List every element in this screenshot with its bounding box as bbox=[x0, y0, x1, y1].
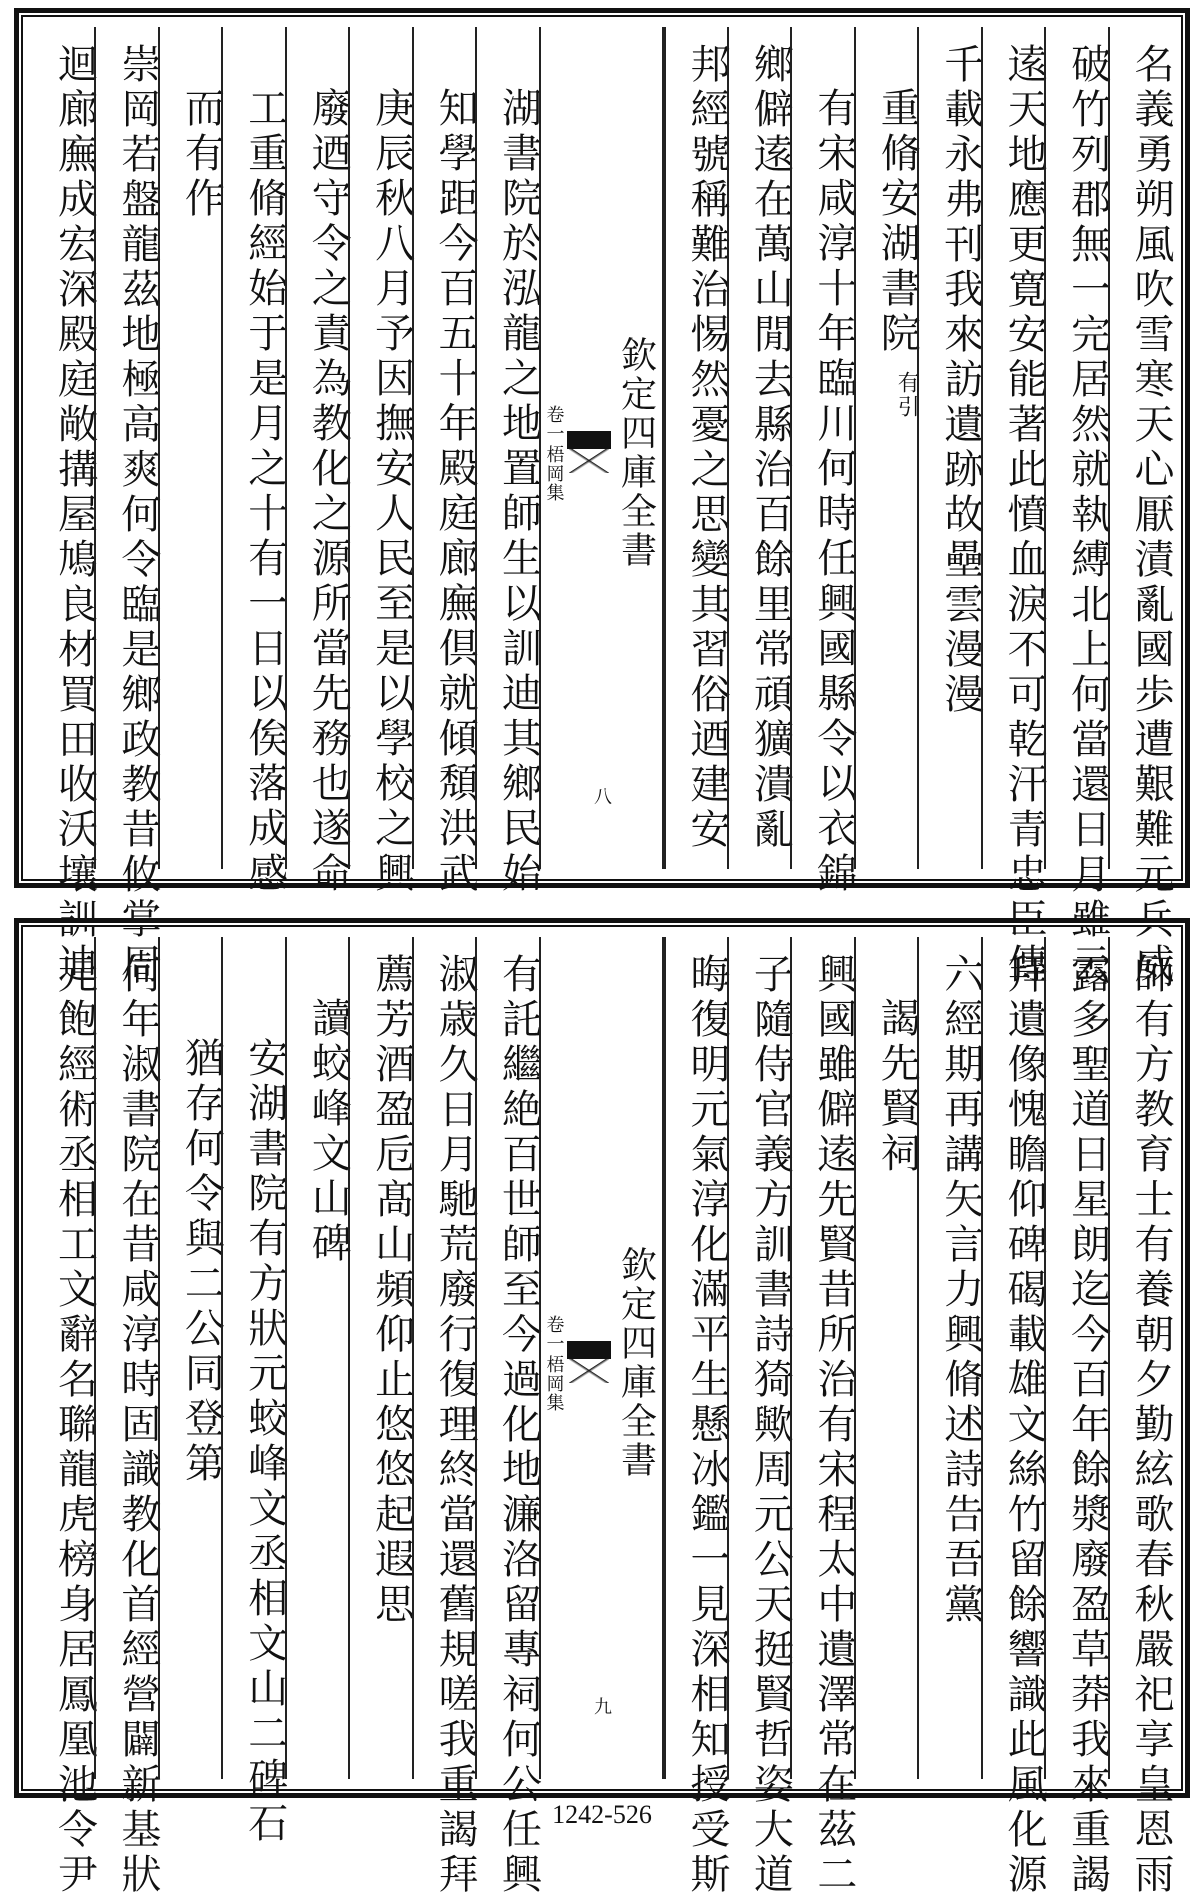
fish-tail-mark-icon bbox=[567, 431, 611, 475]
text-column: 興國雖僻逺先賢昔所治有宋程太中遺澤常在茲二 bbox=[790, 937, 853, 1779]
text-column: 安湖書院有方狀元蛟峰文丞相文山二碑石 bbox=[221, 937, 284, 1779]
leaf-number: 九 bbox=[591, 1697, 612, 1715]
text-column: 千載永弗刊我來訪遺跡故壘雲漫漫 bbox=[917, 27, 980, 869]
text-column: 破竹列郡無一完居然就執縛北上何當還日月雖云 bbox=[1044, 27, 1107, 869]
text-column: 廢迺守令之責為教化之源所當先務也遂命 bbox=[285, 27, 348, 869]
text-column: 庚辰秋八月予因撫安人民至是以學校之興 bbox=[348, 27, 411, 869]
text-column: 名義勇朔風吹雪寒天心厭漬亂國歩遭艱難元兵威 bbox=[1108, 27, 1171, 869]
text-column: 子隨侍官義方訓書詩猗歟周元公天挺賢哲姿大道 bbox=[727, 937, 790, 1779]
section-heading: 讀蛟峰文山碑 bbox=[285, 937, 348, 1779]
text-column: 鄉僻逺在萬山閒去縣治百餘里常頑獷潰亂 bbox=[727, 27, 790, 869]
section-heading: 重脩安湖書院 有引 bbox=[854, 27, 917, 869]
volume-label: 梧岡集 卷一 bbox=[543, 1314, 565, 1412]
text-column: 逺天地應更寛安能著此憤血淚不可乾汗青忠臣傳 bbox=[981, 27, 1044, 869]
text-column: 而有作 bbox=[158, 27, 221, 869]
text-column: 晦復明元氣淳化滿平生懸冰鑑一見深相知授受斯 bbox=[664, 937, 727, 1779]
page-code: 1242-526 bbox=[552, 1800, 652, 1829]
centre-margin bbox=[539, 27, 664, 869]
text-column: 師有方教育士有養朝夕勤絃歌春秋嚴祀享皇恩雨 bbox=[1108, 937, 1171, 1779]
top-columns bbox=[33, 27, 1174, 988]
top-page bbox=[14, 8, 1190, 988]
text-column: 六經期再講矢言力興脩述詩告吾黨 bbox=[917, 937, 980, 1779]
fish-tail-mark-icon bbox=[567, 1341, 611, 1385]
text-column: 拜遺像愧瞻仰碑碣載雄文絲竹留餘響識此風化源 bbox=[981, 937, 1044, 1779]
text-column: 元飽經術丞相工文辭名聯龍虎榜身居鳳凰池令尹 bbox=[51, 953, 98, 1898]
text-column: 有託繼絶百世師至今過化地濂洛留專祠何公任興 bbox=[475, 937, 538, 1779]
text-column: 崇岡若盤龍茲地極高爽何令臨是鄉政教昔攸掌周 bbox=[94, 27, 157, 869]
volume-label: 梧岡集 卷一 bbox=[543, 404, 565, 502]
text-column: 何年淑書院在昔咸淳時固識教化首經營闢新基狀 bbox=[94, 937, 157, 1779]
collection-title: 欽定四庫全書 bbox=[615, 336, 657, 570]
text-column: 知學距今百五十年殿庭廊廡倶就傾頽洪武 bbox=[412, 27, 475, 869]
text-column: 迴廊廡成宏深殿庭敞搆屋鳩良材買田收沃壤訓迪 bbox=[51, 43, 98, 988]
heading-note: 有引 bbox=[894, 371, 920, 419]
centre-margin bbox=[539, 937, 664, 1779]
text-column: 露多聖道日星朗迄今百年餘漿廢盈草莽我來重謁 bbox=[1044, 937, 1107, 1779]
section-heading: 謁先賢祠 bbox=[854, 937, 917, 1779]
text-column: 有宋咸淳十年臨川何時任興國縣令以衣錦 bbox=[790, 27, 853, 869]
text-column: 工重脩經始于是月之十有一日以俟落成感 bbox=[221, 27, 284, 869]
leaf-number: 八 bbox=[591, 787, 612, 805]
text-column: 邦經號稱難治惕然憂之思變其習俗迺建安 bbox=[664, 27, 727, 869]
collection-title: 欽定四庫全書 bbox=[615, 1246, 657, 1480]
text-column: 湖書院於泓龍之地置師生以訓迪其鄉民始 bbox=[475, 27, 538, 869]
text-column: 淑歳久日月馳荒廢行復理終當還舊規嗟我重謁拜 bbox=[412, 937, 475, 1779]
text-column: 猶存何令與二公同登第 bbox=[158, 937, 221, 1779]
text-column: 薦芳酒盈卮髙山頻仰止悠悠起遐思 bbox=[348, 937, 411, 1779]
